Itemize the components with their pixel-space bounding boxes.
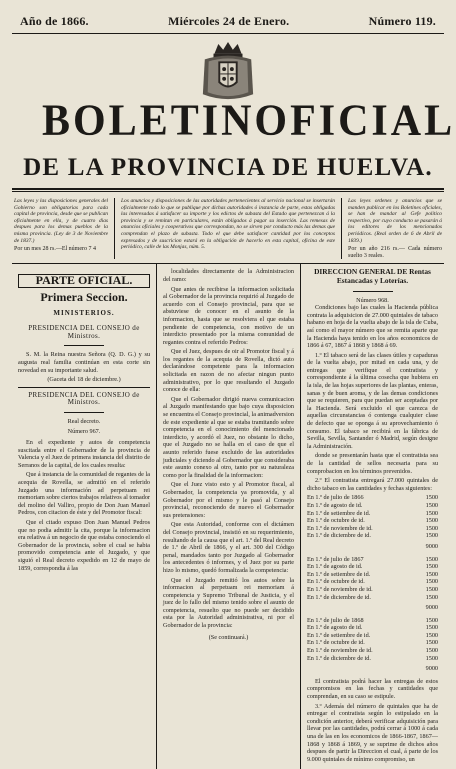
schedule-amount: 1500: [425, 639, 438, 647]
schedule-amount: 1500: [425, 494, 438, 502]
schedule-date: En 1.º de julio de 1866: [307, 494, 364, 502]
schedule-amount: 1500: [425, 578, 438, 586]
col2-text-7: Que el Juzgado remitió los autos sobre la informacion al perpetuam rei memoriam á competencia y Supremo Tribunal de Justicia, y el juez de lo fallo del mismo tenido sobre el asunto de competencia, resuelto que no puede ser decidido esta por la Autoridad administrativa, ni por el Gobernador de la provincia:: [163, 576, 294, 630]
schedule-amount: 1500: [425, 616, 438, 624]
schedule-row: [307, 624, 438, 632]
schedule-row: [307, 502, 438, 510]
schedule-date: En 1.º de octubre de id.: [307, 639, 365, 647]
schedule-row: [307, 510, 438, 518]
schedule-date: En 1.º de agosto de id.: [307, 624, 363, 632]
schedule-row: [307, 563, 438, 571]
schedule-row: [307, 556, 438, 564]
schedule-date: En 1.º de noviembre de id.: [307, 647, 373, 655]
col3-text-2: 1.º El tabaco será de las clases útiles y capaduras de la vuelta abajo, por mitad en cada una, y de entregas que verifique el contratista y correspondiente á la última cosecha que hubiera en la isla, de las hojas superiores de las plantas, enteras, sanas y de buen aroma, y de las demas condiciones que se requieren, para que puedan ser aceptadas por la Hacienda. Será excluido el que carezca de aquellas circunstancias ó contenga cualquier clase de defecto que se oponga á su aprovechamiento ó consumo. El tabaco se recibirá en la fábrica de Sevilla, Sevilla, Santander ó Madrid, según designe la Administración.: [307, 351, 438, 450]
col2-text-3: Que el Juez, despues de oir al Promotor fiscal y á los regantes de la acequia de Rovella, dictó auto declarándose competente para la informacion solicitada en razon de no afectar ningun punto administrativo, por lo que resultando el Juzgado conoce de ella:: [163, 348, 294, 394]
masthead-title: [12, 96, 456, 146]
notice-right: [348, 198, 442, 259]
schedule-amount: 1500: [425, 570, 438, 578]
schedule-amount: 1500: [425, 509, 438, 517]
title-oficial: OFICIAL: [254, 96, 456, 146]
schedule-date: En 1.º de setiembre de id.: [307, 631, 371, 639]
continues-note: (Se continuará.): [208, 633, 249, 641]
notice-center: Los anuncios y disposiciones de las autoridades pertenecientes al servicio nacional se insertarán oficialmente todo lo que se publique por dichas autoridades ó instancia de parte, estas obligadas las interesadas á satisfacer su importe y los edictos de subasta del Estado que pertenezcan á la provincia y se remitan en particulares, están obligados á pagar su inserción. Las remesas de anuncios oficiales y cooperativos que correspondan, no se sirven por conducto más las demas que comprendan el plazo de subasta. Todo el que debe satisfacer cantidad por los conceptos expresados y de suscricion estará en la obligación de hacerlo en esta capital, oficina de este periódico, calle de las Monjas, núm. 5.: [114, 198, 342, 259]
masthead-topline: [12, 6, 444, 33]
ministries-heading: MINISTERIOS.: [53, 308, 115, 317]
col2-text-2: Que antes de recibirse la informacion solicitada al Gobernador de la provincia requirió al Juzgado de acuerdo con el Consejo provincial, para que se abstuviese de conocer en el asunto de la informacion, hasta que se resolviera el que estaba pendiente de competencia, con motivo de un interdicto presentado por la misma comunidad de regantes contra el referido Pedros:: [163, 285, 294, 346]
issue-number: Número 119.: [368, 14, 436, 28]
schedule-row: [307, 632, 438, 640]
decree-number: Número 967.: [67, 428, 101, 436]
schedule-amount: 1500: [425, 631, 438, 639]
schedule-row: [307, 586, 438, 594]
col3-text-6: 3.º Además del número de quintales que ha de entregar el contratista según lo estipulado en la condición anterior, deberá verificar adquisición para llevar por las cantidades, podrá cerrar á 1000 á cada una de las en los economicos de 1866-1867, 1867—1868 y 1868 á 1869, y se suprime de dichos años despues de partir la Direccion el cual, á parte de los 9.000 quintales de mínimo compromiso, un: [307, 702, 438, 763]
schedule-2-total: 9000: [425, 604, 438, 612]
schedule-row: [307, 578, 438, 586]
schedule-date: En 1.º de agosto de id.: [307, 501, 363, 509]
schedule-amount: 1500: [425, 555, 438, 563]
schedule-row: [307, 517, 438, 525]
schedule-date: En 1.º de julio de 1867: [307, 555, 364, 563]
schedule-row: [307, 594, 438, 602]
decree-text-3: Que el citado expuso Don Juan Manuel Pedros que no podia admitir la cita, porque la informacion era relativa á un negocio de que estaba conociendo el Gobernador de la provincia, sobre el cual se habia promovido competencia ante el Juzgado, y que siguió el Real decreto expedido en 12 de mayo de 1859, correspondia á las: [18, 519, 150, 572]
decree-text-2: Que á instancia de la comunidad de regantes de la acequia de Rovella, se admitió en el referido Juzgado una información ad perpetuam rei memoriam sobre ciertos trabajos relativos al tomador del molino del Valliro, propio de Don Juan Manuel Pedros, con citacion de éste y del Promotor fiscal:: [18, 471, 150, 517]
schedule-date: En 1.º de setiembre de id.: [307, 570, 371, 578]
schedule-row: [307, 639, 438, 647]
royal-coat-of-arms-icon: [199, 40, 257, 104]
direccion-heading: DIRECCION GENERAL DE Rentas Estancadas y Loterías.: [314, 267, 431, 285]
schedule-amount: 1500: [425, 647, 438, 655]
col3-text-1: Condiciones bajo las cuales la Hacienda pública contrata la adquisicion de 27.000 quintales de tabaco habano en hoja de la vuelta abajo de la isla de Cuba, así como el mayor número que se remita aparte que la Hacienda haya tenido en los años economicos de 1866 á 67, 1867 á 1868 y 1868 á 69.: [307, 304, 438, 350]
schedule-row: [307, 617, 438, 625]
schedule-amount: 1500: [425, 654, 438, 662]
notice-right-price: Por un año 216 rs.— Cada número suelto 3 reales.: [348, 246, 442, 259]
schedule-amount: 1500: [425, 585, 438, 593]
schedule-amount: 1500: [425, 517, 438, 525]
parte-oficial-heading: PARTE OFICIAL.: [18, 274, 150, 288]
schedule-row: [307, 647, 438, 655]
schedule-2: [307, 556, 438, 602]
divider: [353, 291, 393, 292]
schedule-amount: 1500: [425, 593, 438, 601]
schedule-date: En 1.º de diciembre de id.: [307, 654, 371, 662]
schedule-amount: 1500: [425, 532, 438, 540]
notice-left-price: Por un mes 28 rs.—El número 7 4: [14, 246, 96, 253]
schedule-date: En 1.º de agosto de id.: [307, 563, 363, 571]
schedule-3-total: 9000: [425, 665, 438, 673]
schedule-row: [307, 655, 438, 663]
schedule-date: En 1.º de diciembre de id.: [307, 593, 371, 601]
schedule-date: En 1.º de julio de 1868: [307, 616, 364, 624]
presidency-heading-2: PRESIDENCIA DEL CONSEJO de Ministros.: [28, 390, 140, 407]
column-1: [12, 264, 156, 769]
decree-text-1: En el expediente y autos de competencia suscitada entre el Gobernador de la provincia de Valencia y el Juez de primera instancia del distrito de Serranos de la capital, de los cuales resulta:: [18, 439, 150, 469]
masthead-subtitle: DE LA PROVINCIA DE HUELVA.: [23, 154, 433, 181]
col3-text-5: El contratista podrá hacer las entregas de estos compromisos en las fechas y cantidades que comprendan, en su caso se estipule.: [307, 677, 438, 701]
schedule-row: [307, 525, 438, 533]
section-heading: Primera Seccion.: [40, 289, 128, 304]
divider: [64, 345, 104, 346]
issue-year: Año de 1866.: [20, 14, 89, 28]
schedule-amount: 1500: [425, 563, 438, 571]
schedule-3: [307, 617, 438, 663]
notice-left: [14, 198, 108, 259]
decree-heading: Real decreto.: [67, 417, 101, 425]
schedule-date: En 1.º de octubre de id.: [307, 517, 365, 525]
schedule-amount: 1500: [425, 624, 438, 632]
col3-text-4: 2.º El contratista entregará 27.000 quintales de dicho tabaco en las cantidades y fechas siguientes:: [307, 477, 438, 492]
divider: [64, 412, 104, 413]
schedule-amount: 1500: [425, 501, 438, 509]
column-2: [156, 264, 300, 769]
schedule-amount: 1500: [425, 524, 438, 532]
notice-left-text: Las leyes y las disposiciones generales del Gobierno son obligatorias para cada capital de provincia, desde que se publican oficialmente en ella, y de cuatro dias despues para los demas pueblos de la misma provincia. (Ley de 3 de Noviembre de 1837.): [14, 198, 108, 244]
schedule-row: [307, 494, 438, 502]
schedule-row: [307, 532, 438, 540]
col2-text-1: localidades directamente de la Administracion del ramo:: [163, 268, 294, 283]
body-columns: [12, 264, 444, 763]
col2-text-4: Que el Gobernador dirigió nueva comunicacion al Juzgado manifestando que bajo cuya disposicion se encuentra el Consejo provincial, la animadversion de este expediente al que se estaba tramitando sobre competencia en el conocimiento del mencionado interdicto, y acordó el Juez, no obstante lo dicho, que el Juzgado no se halla en el caso de que el asunto referido fuese excluido de las autoridades judiciales y diciendo al Gobernador que consideraba este asunto conexo al otro, tanto por su naturaleza como por la finalidad de la informacion:: [163, 395, 294, 479]
schedule-date: En 1.º de noviembre de id.: [307, 585, 373, 593]
gaceta-note: (Gaceta del 18 de diciembre.): [47, 376, 121, 384]
schedule-date: En 1.º de noviembre de id.: [307, 524, 373, 532]
presidency-heading: PRESIDENCIA DEL CONSEJO de Ministros.: [28, 324, 140, 340]
divider: [18, 387, 150, 388]
issue-date: Miércoles 24 de Enero.: [168, 14, 290, 28]
direccion-number: Número 968.: [356, 296, 389, 304]
column-3: [300, 264, 444, 769]
title-boletin: BOLETIN: [42, 96, 255, 146]
col3-text-3: donde se presentarán hasta que el contratista sea de la cantidad de sellos necesaria para su comprobacion en los términos prevenidos.: [307, 452, 438, 475]
notice-strip: [12, 192, 444, 263]
schedule-date: En 1.º de setiembre de id.: [307, 509, 371, 517]
schedule-1: [307, 494, 438, 540]
col2-text-5: Que el Juez visto esto y al Promotor fiscal, al Gobernador, la competencia ya promovida, y al Gobernador por el mismo y le pasó al Consejo provincial, reconociendo de nuevo el Gobernador sus pretensiones:: [163, 481, 294, 519]
schedule-1-total: 9000: [425, 542, 438, 550]
presidency-text: S. M. la Reina nuestra Señora (Q. D. G.) y su augusta real familia continúan en esta corte sin novedad en su importante salud.: [18, 351, 150, 374]
schedule-row: [307, 571, 438, 579]
schedule-date: En 1.º de octubre de id.: [307, 578, 365, 586]
notice-right-text: Las leyes ordenes y anuncios que se manden publicar en los Boletines oficiales, se han de mandar al Gefe político respectivo, por cuyo conducto se pasarán á los editores de los mencionados periódicos. (Real orden de 6 de Abril de 1839.): [348, 198, 442, 244]
schedule-date: En 1.º de diciembre de id.: [307, 532, 371, 540]
col2-text-6: Que esta Autoridad, conforme con el dictámen del Consejo provincial, insistió en su requerimiento, resultando de la causa que el art. 1.º del Real decreto de 1.º de Abril de 1866, y el art. 300 del Código penal, mandados tanto por Juzgado al Gobernador los antecedentes ó informes, y el Juez por su parte hizo lo mismo, quedó formalizada la competencia:: [163, 521, 294, 574]
